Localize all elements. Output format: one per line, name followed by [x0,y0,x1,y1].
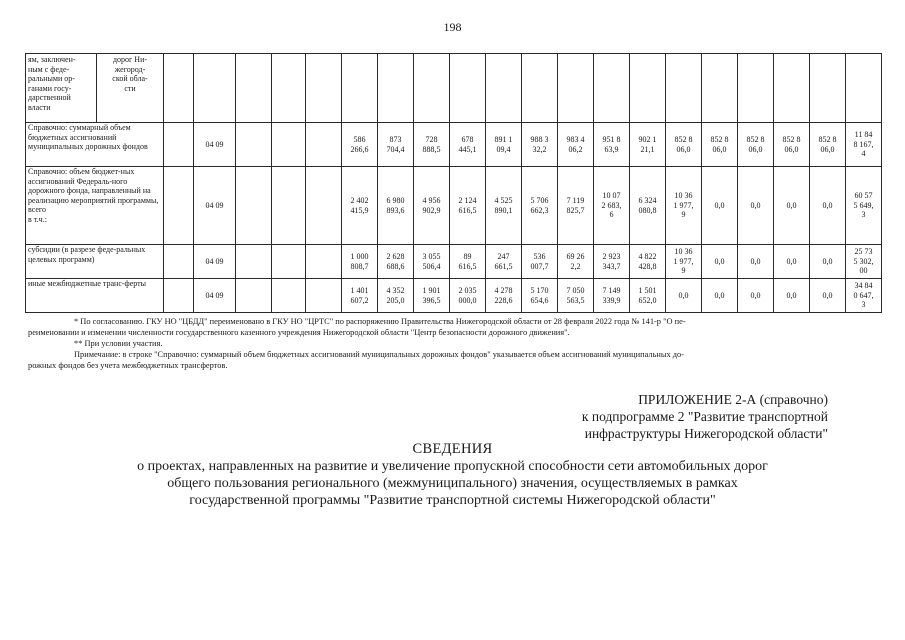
value-cell: 7 050 563,5 [558,279,594,313]
page-number: 198 [443,20,462,34]
value-cell: 586 266,6 [342,123,378,167]
value-cell: 247 661,5 [486,245,522,279]
value-cell: 4 956 902,9 [414,167,450,245]
note-remark-continued: рожных фондов без учета межбюджетных трансфертов. [28,361,228,370]
value-cell: 0,0 [810,279,846,313]
value-cell: 1 901 396,5 [414,279,450,313]
value-cell: 2 628 688,6 [378,245,414,279]
footnotes [28,316,880,371]
value-cell: 7 149 339,9 [594,279,630,313]
value-cell: 6 324 080,8 [630,167,666,245]
value-cell: 5 170 654,6 [522,279,558,313]
value-cell: 89 616,5 [450,245,486,279]
value-cell: 10 36 1 977, 9 [666,245,702,279]
appendix-line-3: инфраструктуры Нижегородской области" [584,426,828,441]
table-row [26,279,882,313]
value-cell: 852 8 06,0 [702,123,738,167]
value-cell: 852 8 06,0 [738,123,774,167]
value-cell: 2 124 616,5 [450,167,486,245]
appendix-header [582,391,828,442]
value-cell: 0,0 [702,279,738,313]
value-cell: 0,0 [666,279,702,313]
value-cell: 852 8 06,0 [774,123,810,167]
value-cell: 4 822 428,8 [630,245,666,279]
value-cell: 10 36 1 977, 9 [666,167,702,245]
value-cell: 873 704,4 [378,123,414,167]
footnote-renaming: * По согласованию. ГКУ НО "ЦБДД" переименовано в ГКУ НО "ЦРТС" по распоряжению Правительства Нижегородской области от 28 февраля 2022 года № 141-р "О пе- [74,317,686,326]
table-row [26,123,882,167]
row-label: иные межбюджетные транс-ферты [26,279,164,313]
value-cell: 988 3 32,2 [522,123,558,167]
value-cell: 10 07 2 683, 6 [594,167,630,245]
value-cell: 1 401 607,2 [342,279,378,313]
value-cell: 34 84 0 647, 3 [846,279,882,313]
document-title [0,441,905,509]
value-cell: 852 8 06,0 [666,123,702,167]
value-cell: 2 402 415,9 [342,167,378,245]
table-header-row [26,54,882,123]
value-cell: 902 1 21,1 [630,123,666,167]
budget-code: 04 09 [194,167,236,245]
value-cell: 891 1 09,4 [486,123,522,167]
value-cell: 0,0 [810,245,846,279]
value-cell: 3 055 506,4 [414,245,450,279]
budget-table [25,53,882,313]
value-cell: 25 73 5 302, 00 [846,245,882,279]
title-line-1: о проектах, направленных на развитие и увеличение пропускной способности сети автомобильных дорог [137,459,768,474]
value-cell: 0,0 [810,167,846,245]
value-cell: 0,0 [738,279,774,313]
value-cell: 11 84 8 167, 4 [846,123,882,167]
value-cell: 0,0 [774,245,810,279]
value-cell: 0,0 [702,167,738,245]
value-cell: 0,0 [738,245,774,279]
value-cell: 983 4 06,2 [558,123,594,167]
row-label: Справочно: объем бюджет-ных ассигнований Федераль-ного дорожного фонда, направленный на реализацию мероприятий программы, всего в т.ч.: [26,167,164,245]
value-cell: 728 888,5 [414,123,450,167]
budget-code: 04 09 [194,245,236,279]
value-cell: 0,0 [774,167,810,245]
title-heading: СВЕДЕНИЯ [412,441,493,457]
value-cell: 4 278 228,6 [486,279,522,313]
value-cell: 6 980 893,6 [378,167,414,245]
value-cell: 0,0 [774,279,810,313]
value-cell: 536 007,7 [522,245,558,279]
row-label: Справочно: суммарный объем бюджетных ассигнований муниципальных дорожных фондов [26,123,164,167]
value-cell: 1 501 652,0 [630,279,666,313]
value-cell: 69 26 2,2 [558,245,594,279]
appendix-line-1: ПРИЛОЖЕНИЕ 2-А (справочно) [638,392,828,407]
value-cell: 0,0 [738,167,774,245]
table-row [26,167,882,245]
value-cell: 2 035 000,0 [450,279,486,313]
appendix-line-2: к подпрограмме 2 "Развитие транспортной [581,409,828,424]
budget-code: 04 09 [194,123,236,167]
budget-code: 04 09 [194,279,236,313]
footnote-renaming-continued: реименовании и изменении численности государственного казенного учреждения Нижегородской области "Центр безопасности дорожного движения". [28,328,570,337]
value-cell: 852 8 06,0 [810,123,846,167]
value-cell: 1 000 808,7 [342,245,378,279]
value-cell: 678 445,1 [450,123,486,167]
value-cell: 60 57 5 649, 3 [846,167,882,245]
note-remark: Примечание: в строке "Справочно: суммарный объем бюджетных ассигнований муниципальных дорожных фондов" указывается объем ассигнований муниципальных до- [74,350,685,359]
footnote-participation: ** При условии участия. [74,339,163,348]
value-cell: 4 525 890,1 [486,167,522,245]
row-label: субсидии (в разрезе феде-ральных целевых программ) [26,245,164,279]
value-cell: 4 352 205,0 [378,279,414,313]
header-cell-recipients: ям, заключен- ным с феде- ральными ор- ганами госу- дарственной власти [26,54,97,122]
title-line-3: государственной программы "Развитие транспортной системы Нижегородской области" [189,493,716,508]
value-cell: 0,0 [702,245,738,279]
table-row [26,245,882,279]
value-cell: 951 8 63,9 [594,123,630,167]
title-line-2: общего пользования регионального (межмуниципального) значения, осуществляемых в рамках [167,476,738,491]
value-cell: 2 923 343,7 [594,245,630,279]
value-cell: 7 119 825,7 [558,167,594,245]
header-cell-roads: дорог Ни- жегород- ской обла- сти [112,55,148,93]
value-cell: 5 706 662,3 [522,167,558,245]
